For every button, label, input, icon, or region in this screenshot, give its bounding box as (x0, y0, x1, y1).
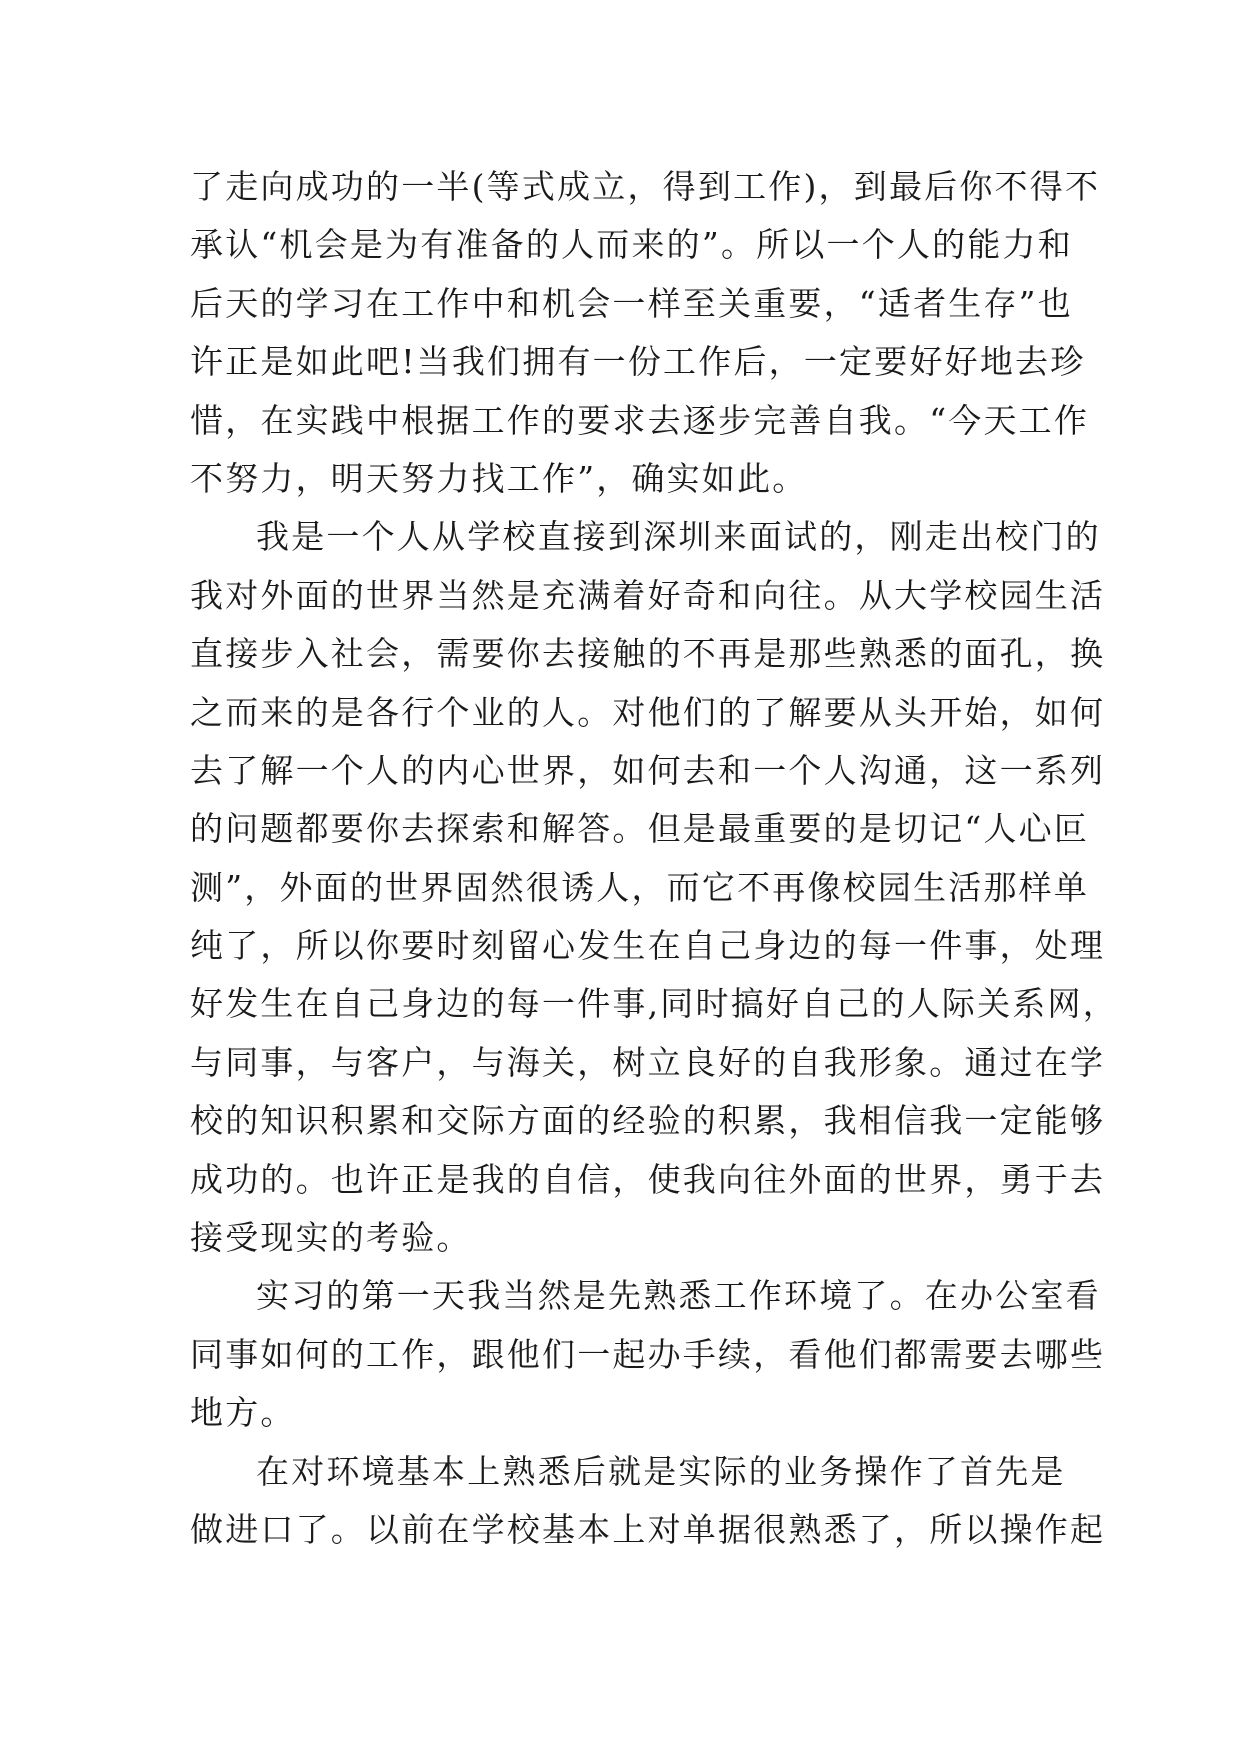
paragraph-2-line-8: 纯了，所以你要时刻留心发生在自己身边的每一件事，处理 (190, 926, 1106, 966)
paragraph-3-line-2: 同事如何的工作，跟他们一起办手续，看他们都需要去哪些 (190, 1334, 1106, 1374)
paragraph-2-line-6: 的问题都要你去探索和解答。但是最重要的是切记“人心叵 (190, 809, 1090, 849)
paragraph-2-line-11: 校的知识积累和交际方面的经验的积累，我相信我一定能够 (190, 1101, 1106, 1141)
paragraph-2-line-1: 我是一个人从学校直接到深圳来面试的，刚走出校门的 (256, 517, 1101, 557)
paragraph-3-line-3: 地方。 (190, 1393, 296, 1433)
paragraph-4-line-2: 做进口了。以前在学校基本上对单据很熟悉了，所以操作起 (190, 1509, 1106, 1549)
paragraph-1-line-5: 惜，在实践中根据工作的要求去逐步完善自我。“今天工作 (190, 400, 1090, 440)
paragraph-2-line-12: 成功的。也许正是我的自信，使我向往外面的世界，勇于去 (190, 1159, 1106, 1199)
paragraph-2-line-5: 去了解一个人的内心世界，如何去和一个人沟通，这一系列 (190, 750, 1106, 790)
paragraph-1-line-1: 了走向成功的一半(等式成立，得到工作)，到最后你不得不 (190, 167, 1101, 206)
paragraph-2-line-7: 测”，外面的世界固然很诱人，而它不再像校园生活那样单 (190, 867, 1090, 907)
paragraph-2-line-10: 与同事，与客户，与海关，树立良好的自我形象。通过在学 (190, 1042, 1106, 1082)
paragraph-2-line-2: 我对外面的世界当然是充满着好奇和向往。从大学校园生活 (190, 575, 1106, 615)
paragraph-1-line-6: 不努力，明天努力找工作”，确实如此。 (190, 458, 808, 498)
document-body (190, 158, 1118, 1559)
paragraph-2-line-9: 好发生在自己身边的每一件事,同时搞好自己的人际关系网， (190, 984, 1118, 1024)
paragraph-1-line-4: 许正是如此吧!当我们拥有一份工作后，一定要好好地去珍 (190, 342, 1086, 382)
paragraph-3-line-1: 实习的第一天我当然是先熟悉工作环境了。在办公室看 (256, 1276, 1101, 1316)
paragraph-2-line-13: 接受现实的考验。 (190, 1218, 472, 1258)
paragraph-4-line-1: 在对环境基本上熟悉后就是实际的业务操作了首先是 (256, 1451, 1066, 1491)
paragraph-1-line-3: 后天的学习在工作中和机会一样至关重要，“适者生存”也 (190, 283, 1073, 323)
paragraph-2-line-3: 直接步入社会，需要你去接触的不再是那些熟悉的面孔，换 (190, 634, 1106, 674)
paragraph-1-line-2: 承认“机会是为有准备的人而来的”。所以一个人的能力和 (190, 225, 1073, 265)
paragraph-2-line-4: 之而来的是各行个业的人。对他们的了解要从头开始，如何 (190, 692, 1106, 732)
